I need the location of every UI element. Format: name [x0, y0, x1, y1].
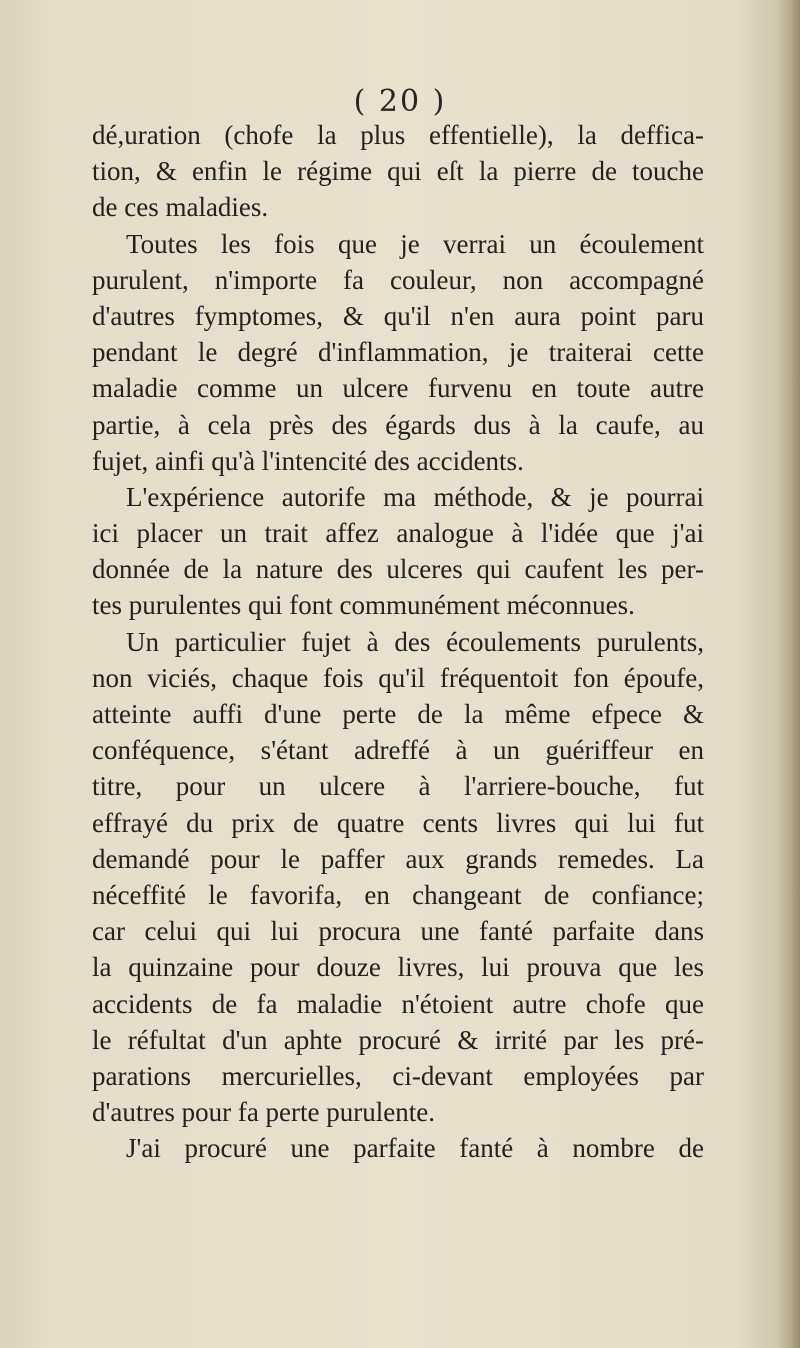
text-line: accidents de fa maladie n'étoient autre chofe que — [92, 988, 704, 1019]
text-line: la quinzaine pour douze livres, lui prouva que les — [92, 952, 704, 983]
text-line: dé,uration (chofe la plus effentielle), la deffica- — [92, 120, 704, 150]
text-line: fujet, ainfi qu'à l'intencité des accidents. — [92, 445, 524, 476]
text-line: L'expérience autorife ma méthode, & je pourrai — [126, 481, 704, 512]
text-line: d'autres fymptomes, & qu'il n'en aura point paru — [92, 300, 704, 331]
text-line: Toutes les fois que je verrai un écoulement — [126, 228, 704, 259]
text-line: d'autres pour fa perte purulente. — [92, 1097, 435, 1128]
text-line: de ces maladies. — [92, 192, 269, 223]
text-line: conféquence, s'étant adreffé à un guériffeur en — [92, 735, 704, 766]
text-line: donnée de la nature des ulceres qui caufent les per- — [92, 554, 704, 585]
page-number: ( 20 ) — [353, 84, 447, 119]
text-line: demandé pour le paffer aux grands remedes. La — [92, 843, 704, 874]
text-line: atteinte auffi d'une perte de la même efpece & — [92, 699, 704, 729]
page-edge-shadow — [778, 0, 800, 1348]
body-text — [92, 117, 704, 1166]
text-line: effrayé du prix de quatre cents livres qui lui fut — [92, 807, 704, 838]
text-line: pendant le degré d'inflammation, je traiterai cette — [92, 337, 704, 368]
text-line: maladie comme un ulcere furvenu en toute autre — [92, 373, 704, 404]
text-line: partie, à cela près des égards dus à la caufe, au — [92, 409, 704, 440]
text-line: le réfultat d'un aphte procuré & irrité par les pré- — [92, 1024, 704, 1055]
text-line: tes purulentes qui font communément méconnues. — [92, 590, 635, 621]
text-line: non viciés, chaque fois qu'il fréquentoit fon époufe, — [92, 662, 704, 693]
text-line: titre, pour un ulcere à l'arriere-bouche, fut — [92, 771, 704, 802]
text-line: J'ai procuré une parfaite fanté à nombre de — [126, 1133, 704, 1164]
text-line: tion, & enfin le régime qui eſt la pierre de touche — [92, 156, 704, 187]
text-line: car celui qui lui procura une fanté parfaite dans — [92, 916, 704, 947]
text-line: néceffité le favorifa, en changeant de confiance; — [92, 879, 704, 910]
text-line: Un particulier fujet à des écoulements purulents, — [126, 626, 704, 657]
text-line: parations mercurielles, ci-devant employées par — [92, 1060, 704, 1091]
text-line: purulent, n'importe fa couleur, non accompagné — [92, 264, 704, 295]
text-line: ici placer un trait affez analogue à l'idée que j'ai — [92, 518, 704, 549]
